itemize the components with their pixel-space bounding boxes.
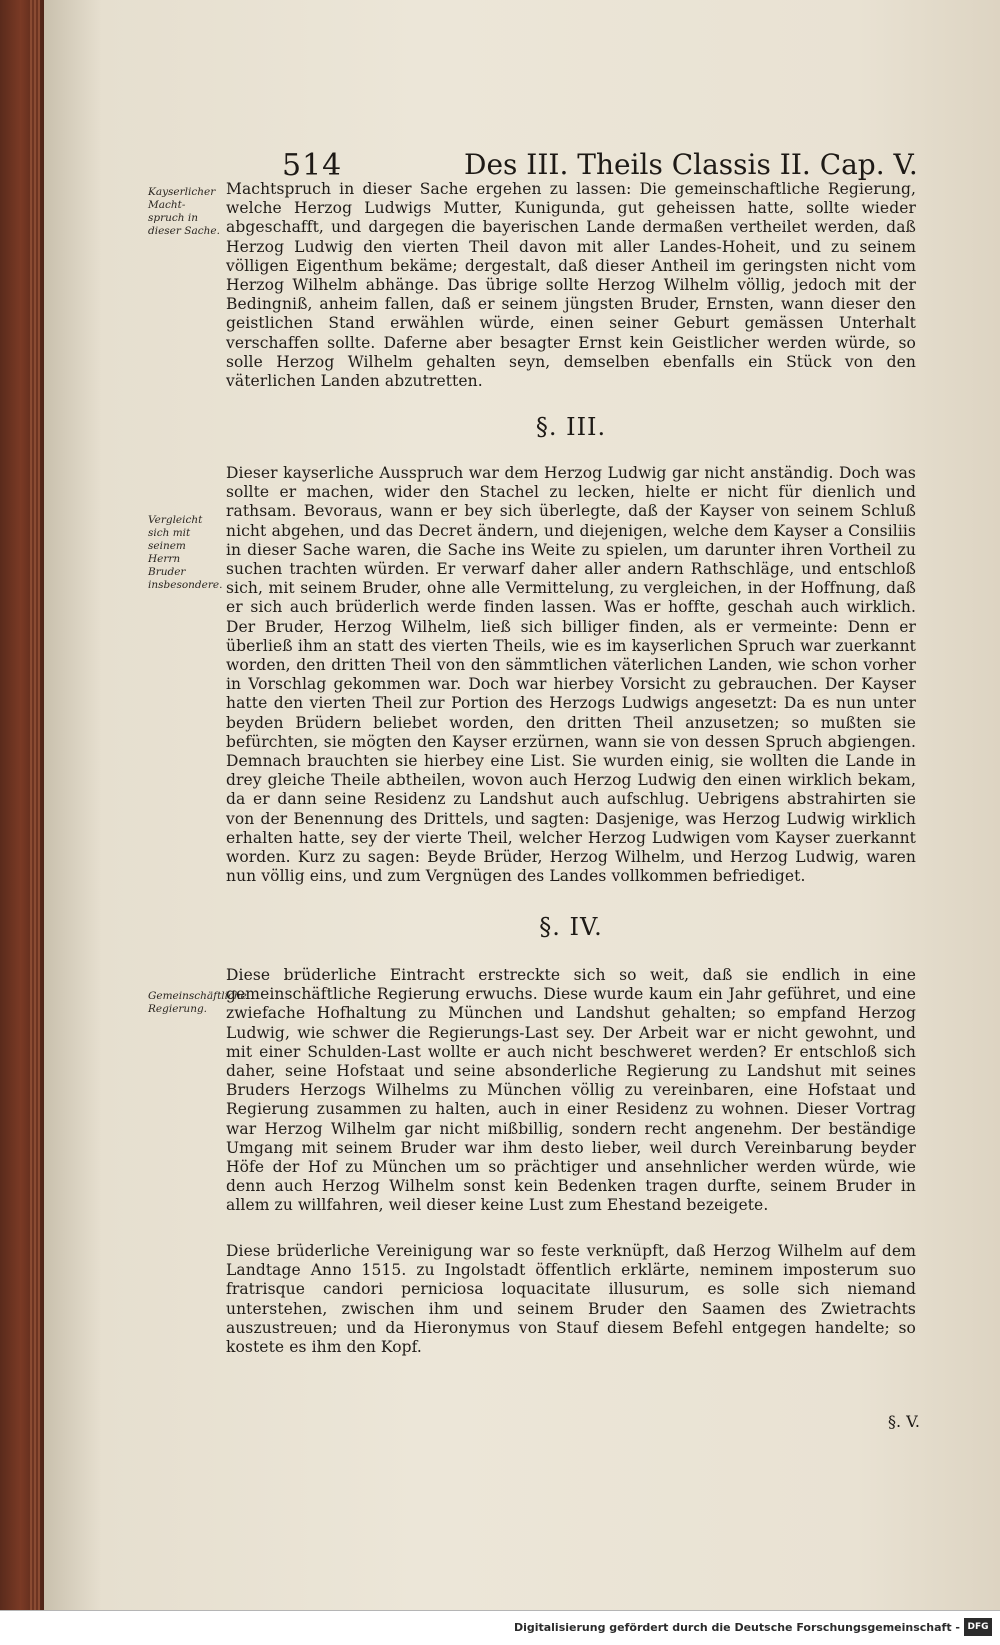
paragraph-section-4: Diese brüderliche Eintracht erstreckte sich so weit, daß sie endlich in eine gemeinschäftliche Regierung erwuchs. Diese wurde kaum ein Jahr geführet, und eine zwiefache Hofhaltung zu München und Landshut gehalten; so empfand Herzog Ludwig, wie schwer die Regierungs-Last sey. Der Arbeit war er nicht gewohnt, und mit einer Schulden-Last wollte er auch nicht beschweret werden? Er entschloß sich daher, seine Hofstaat und seine absonderliche Regierung zu Landshut mit seines Bruders Herzogs Wilhelms zu München völlig zu vereinbaren, eine Hofstaat und Regierung zusammen zu halten, auch in einer Residenz zu wohnen. Dieser Vortrag war Herzog Wilhelm gar nicht mißbillig, sondern recht angenehm. Der beständige Umgang mit seinem Bruder war ihm desto lieber, weil durch Vereinbarung beyder Höfe der Hof zu München um so prächtiger und ansehnlicher werden würde, wie denn auch Herzog Wilhelm sonst kein Bedenken tragen durfte, seinem Bruder in allem zu willfahren, weil dieser keine Lust zum Ehestand bezeigete. (226, 966, 916, 1215)
running-title: Des III. Theils Classis II. Cap. V. (464, 148, 918, 181)
paragraph-decree: Machtspruch in dieser Sache ergehen zu lassen: Die gemeinschaftliche Regierung, welche Herzog Ludwigs Mutter, Kunigunda, gut geheissen hatte, sollte wieder abgeschafft, und dargegen die bayerischen Lande dermaßen vertheilet werden, daß Herzog Ludwig den vierten Theil davon mit aller Landes-Hoheit, und zu seinem völligen Eigenthum bekäme; dergestalt, daß dieser Antheil im geringsten nicht vom Herzog Wilhelm abhänge. Das übrige sollte Herzog Wilhelm völlig, jedoch mit der Bedingniß, anheim fallen, daß er seinem jüngsten Bruder, Ernsten, wann dieser den geistlichen Stand erwählen würde, einen seiner Geburt gemässen Unterhalt verschaffen sollte. Daferne aber besagter Ernst kein Geistlicher werden würde, so solle Herzog Wilhelm gehalten seyn, demselben ebenfalls ein Stück von den väterlichen Landen abzutretten. (226, 180, 916, 391)
catchword: §. V. (887, 1412, 920, 1431)
footer-credit: Digitalisierung gefördert durch die Deutsche Forschungsgemeinschaft - (513, 1621, 960, 1634)
section-heading-4: §. IV. (539, 913, 603, 941)
margin-note-imperial-decree: Kayserlicher Macht-spruch in dieser Sache. (148, 186, 220, 237)
dfg-logo-icon: DFG (964, 1618, 992, 1636)
section-4-wrapper (226, 913, 916, 948)
section-3-wrapper (226, 413, 916, 448)
section-heading-3: §. III. (535, 413, 607, 441)
paragraph-brotherly-union: Diese brüderliche Vereinigung war so feste verknüpft, daß Herzog Wilhelm auf dem Landtage Anno 1515. zu Ingolstadt öffentlich erklärte, neminem imposterum suo fratrisque candori perniciosa loquacitate illusurum, es solle sich niemand unterstehen, zwischen ihm und seinem Bruder den Saamen des Zwietrachts auszustreuen; und da Hieronymus von Stauf diesem Befehl entgegen handelte; so kostete es ihm den Kopf. (226, 1242, 916, 1357)
margin-note-agreement: Vergleicht sich mit seinem Herrn Bruder insbesondere. (148, 514, 223, 591)
digitization-footer (0, 1610, 1000, 1645)
paragraph-section-3: Dieser kayserliche Ausspruch war dem Herzog Ludwig gar nicht anständig. Doch was sollte er machen, wider den Stachel zu lecken, hielte er nicht für dienlich und rathsam. Bevoraus, wann er bey sich überlegte, daß der Kayser von seinem Schluß nicht abgehen, und das Decret ändern, und diejenigen, welche dem Kayser a Consiliis in dieser Sache waren, die Sache ins Weite zu spielen, um darunter ihren Vortheil zu suchen trachten würden. Er verwarf daher aller andern Rathschläge, und entschloß sich, mit seinem Bruder, ohne alle Vermittelung, zu vergleichen, in der Hoffnung, daß er sich auch brüderlich werde finden lassen. Was er hoffte, geschah auch wirklich. Der Bruder, Herzog Wilhelm, ließ sich billiger finden, als er vermeinte: Denn er überließ ihm an statt des vierten Theils, wie es im kayserlichen Spruch war zuerkannt worden, den dritten Theil von den sämmtlichen väterlichen Landen, wie schon vorher in Vorschlag gekommen war. Doch war hierbey Vorsicht zu gebrauchen. Der Kayser hatte den vierten Theil zur Portion des Herzogs Ludwigs angesetzt: Da es nun unter beyden Brüdern beliebet worden, den dritten Theil anzusetzen; so mußten sie befürchten, sie mögten den Kayser erzürnen, wann sie von dessen Spruch abgiengen. Demnach brauchten sie hierbey eine List. Sie wurden einig, sie wollten die Lande in drey gleiche Theile abtheilen, wovon auch Herzog Ludwig den einen wirklich bekam, da er dann seine Residenz zu Landshut auch aufschlug. Uebrigens abstrahirten sie von der Benennung des Drittels, und sagten: Dasjenige, was Herzog Ludwig wirklich erhalten hatte, sey der vierte Theil, welcher Herzog Ludwigen vom Kayser zuerkannt worden. Kurz zu sagen: Beyde Brüder, Herzog Wilhelm, und Herzog Ludwig, waren nun völlig eins, und zum Vergnügen des Landes vollkommen befriediget. (226, 464, 916, 886)
page-number: 514 (282, 148, 343, 183)
margin-note-joint-government: Gemeinschäftliche Regierung. (148, 990, 247, 1015)
page-edges (30, 0, 40, 1610)
